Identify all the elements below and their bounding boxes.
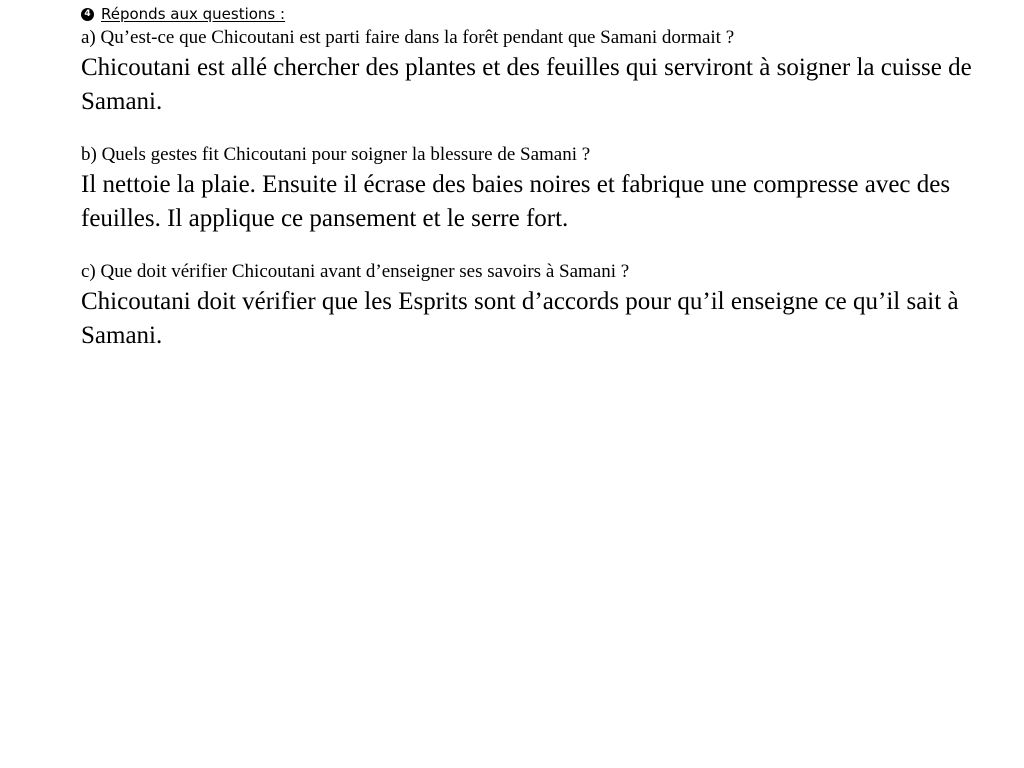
question-c: c) Que doit vérifier Chicoutani avant d’enseigner ses savoirs à Samani ? <box>81 261 630 282</box>
circled-number-icon: 4 <box>81 8 94 21</box>
worksheet-page <box>81 3 1024 353</box>
spacer <box>81 236 1024 259</box>
spacer <box>81 119 1024 142</box>
answer-a: Chicoutani est allé chercher des plantes et des feuilles qui serviront à soigner la cuisse de Samani. <box>81 54 972 115</box>
answer-b: Il nettoie la plaie. Ensuite il écrase des baies noires et fabrique une compresse avec des feuilles. Il applique ce pansement et le serre fort. <box>81 171 951 232</box>
section-heading-label: Réponds aux questions : <box>101 5 286 23</box>
question-a: a) Qu’est-ce que Chicoutani est parti faire dans la forêt pendant que Samani dormait ? <box>81 27 735 48</box>
section-heading <box>81 3 1024 25</box>
answer-c: Chicoutani doit vérifier que les Esprits sont d’accords pour qu’il enseigne ce qu’il sait à Samani. <box>81 288 959 349</box>
question-block-a <box>81 25 1024 119</box>
question-block-b <box>81 142 1024 236</box>
question-block-c <box>81 259 1024 353</box>
question-b: b) Quels gestes fit Chicoutani pour soigner la blessure de Samani ? <box>81 144 591 165</box>
